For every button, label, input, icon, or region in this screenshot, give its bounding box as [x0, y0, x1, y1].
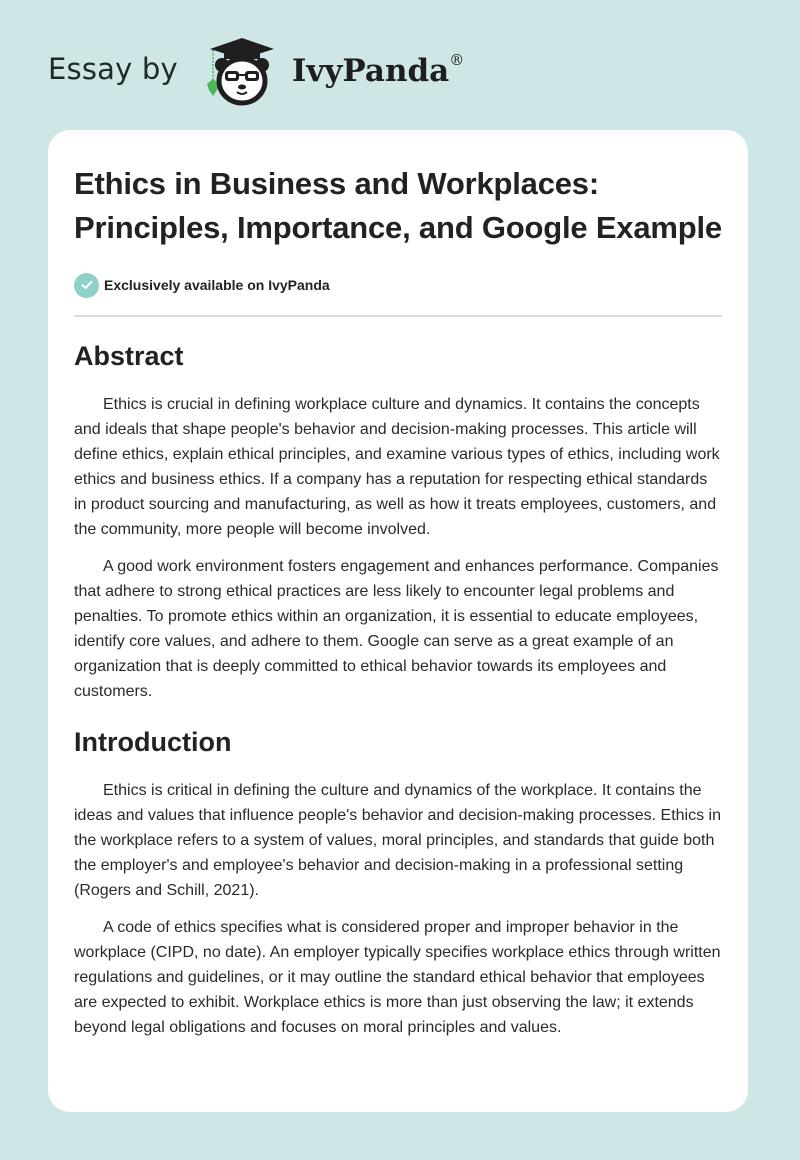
essay-by-label: Essay by [48, 52, 178, 86]
exclusive-badge-text: Exclusively available on IvyPanda [104, 277, 330, 293]
site-header [48, 36, 464, 108]
brand-name [292, 53, 464, 89]
brand-text: IvyPanda [291, 53, 450, 89]
registered-mark: ® [449, 51, 465, 69]
exclusive-badge [74, 272, 722, 298]
abstract-paragraph-2: A good work environment fosters engagement and enhances performance. Companies that adhere to strong ethical practices are less likely to encounter legal problems and penalties. To promote ethics within an organization, it is essential to educate employees, identify core values, and adhere to them. Google can serve as a great example of an organization that is deeply committed to ethical behavior towards its employees and customers. [74, 558, 719, 700]
introduction-paragraph-2: A code of ethics specifies what is considered proper and improper behavior in the workplace (CIPD, no date). An employer typically specifies workplace ethics through written regulations and guidelines, or it may outline the standard ethical behavior that employees are expected to exhibit. Workplace ethics is more than just observing the law; it extends beyond legal obligations and focuses on moral principles and values. [74, 919, 721, 1036]
page-title: Ethics in Business and Workplaces: Principles, Importance, and Google Example [74, 166, 722, 245]
panda-graduate-icon [198, 35, 284, 109]
check-circle-icon [74, 273, 99, 298]
section-heading-introduction: Introduction [74, 727, 232, 757]
abstract-paragraph-1: Ethics is crucial in defining workplace culture and dynamics. It contains the concepts and ideals that shape people's behavior and decision-making processes. This article will define ethics, explain ethical principles, and examine various types of ethics, including work ethics and business ethics. If a company has a reputation for respecting ethical standards in product sourcing and manufacturing, as well as how it treats employees, customers, and the community, more people will become involved. [74, 396, 720, 538]
section-heading-abstract: Abstract [74, 341, 184, 371]
title-divider [74, 315, 722, 317]
essay-card [48, 130, 748, 1112]
introduction-paragraph-1: Ethics is critical in defining the culture and dynamics of the workplace. It contains the ideas and values that influence people's behavior and decision-making processes. Ethics in the workplace refers to a system of values, moral principles, and standards that guide both the employer's and employee's behavior and decision-making in a professional setting (Rogers and Schill, 2021). [74, 782, 721, 899]
